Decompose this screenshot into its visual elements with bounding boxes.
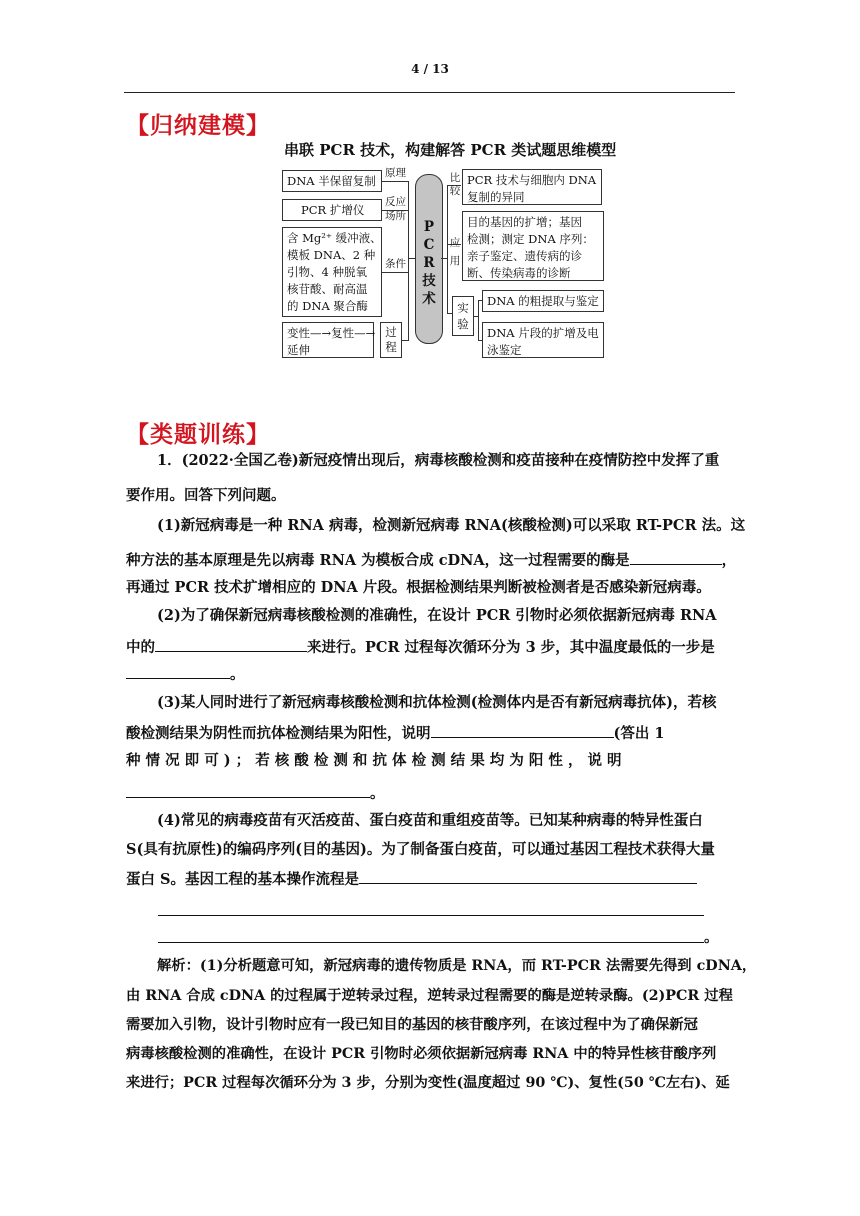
experiment-label: 实 验 bbox=[452, 296, 474, 336]
principle-label: 原理 bbox=[385, 167, 406, 179]
diagram-title: 串联 PCR 技术，构建解答 PCR 类试题思维模型 bbox=[284, 141, 617, 159]
process-line: 延伸 bbox=[287, 343, 310, 357]
question-line: 。 bbox=[126, 782, 736, 804]
question-line: (3)某人同时进行了新冠病毒核酸检测和抗体检测(检测体内是否有新冠病毒抗体)，若核 bbox=[157, 694, 717, 711]
header-rule bbox=[124, 92, 735, 93]
question-line: S(具有抗原性)的编码序列(目的基因)。为了制备蛋白疫苗，可以通过基因工程技术获得大量 bbox=[126, 841, 715, 858]
answer-blank[interactable] bbox=[155, 636, 307, 652]
question-line: 中的 来进行。PCR 过程每次循环分为 3 步，其中温度最低的一步是 bbox=[126, 636, 736, 658]
apply-label: 应 用 bbox=[449, 237, 461, 267]
answer-blank[interactable] bbox=[431, 722, 614, 738]
page-number: 4 / 13 bbox=[411, 62, 449, 76]
apply-box: 目的基因的扩增；基因 检测；测定 DNA 序列： 亲子鉴定、遗传病的诊 断、传染病毒的诊断 bbox=[462, 211, 604, 281]
question-line: 种 情 况 即 可 ) ； 若 核 酸 检 测 和 抗 体 检 测 结 果 均 为 阳 性 ， 说 明 bbox=[126, 752, 622, 769]
conditions-line: 模板 DNA、2 种 bbox=[287, 248, 376, 262]
analysis-line: 需要加入引物，设计引物时应有一段已知目的基因的核苷酸序列，在该过程中为了确保新冠 bbox=[126, 1017, 698, 1033]
answer-blank-line[interactable] bbox=[158, 915, 704, 916]
conditions-label: 条件 bbox=[385, 258, 406, 270]
question-line: 要作用。回答下列问题。 bbox=[126, 487, 286, 504]
principle-box: DNA 半保留复制 bbox=[282, 170, 382, 192]
experiment-box-2: DNA 片段的扩增及电 泳鉴定 bbox=[482, 322, 604, 358]
answer-blank[interactable] bbox=[126, 782, 370, 798]
site-label-1: 反应 bbox=[385, 196, 406, 208]
compare-label: 比 较 bbox=[449, 172, 461, 197]
question-line: 。 bbox=[126, 663, 736, 685]
answer-blank[interactable] bbox=[630, 549, 722, 565]
analysis-line: 来进行；PCR 过程每次循环分为 3 步，分别为变性(温度超过 90 ℃)、复性(50 ℃左右)、延 bbox=[126, 1075, 730, 1091]
answer-blank[interactable] bbox=[359, 868, 697, 884]
section-title-practice: 【类题训练】 bbox=[126, 422, 270, 448]
analysis-line: 病毒核酸检测的准确性，在设计 PCR 引物时必须依据新冠病毒 RNA 中的特异性核苷酸序列 bbox=[126, 1046, 717, 1062]
conditions-line: 含 Mg²⁺ 缓冲液、 bbox=[287, 231, 382, 245]
question-line: (1)新冠病毒是一种 RNA 病毒，检测新冠病毒 RNA(核酸检测)可以采取 RT-PCR 法。这 bbox=[157, 517, 746, 534]
conditions-line: 核苷酸、耐高温 bbox=[287, 282, 368, 296]
site-box: PCR 扩增仪 bbox=[282, 199, 382, 221]
answer-blank-line[interactable] bbox=[158, 942, 704, 943]
analysis-line: 由 RNA 合成 cDNA 的过程属于逆转录过程，逆转录过程需要的酶是逆转录酶。(2)PCR 过程 bbox=[126, 988, 733, 1004]
experiment-box-1: DNA 的粗提取与鉴定 bbox=[482, 290, 604, 312]
process-label: 过 程 bbox=[380, 322, 402, 358]
question-line: (4)常见的病毒疫苗有灭活疫苗、蛋白疫苗和重组疫苗等。已知某种病毒的特异性蛋白 bbox=[157, 812, 703, 829]
site-label-2: 场所 bbox=[385, 210, 406, 222]
question-line: 再通过 PCR 技术扩增相应的 DNA 片段。根据检测结果判断被检测者是否感染新冠病毒。 bbox=[126, 579, 711, 596]
conditions-line: 的 DNA 聚合酶 bbox=[287, 299, 368, 313]
conditions-box bbox=[282, 227, 382, 317]
process-box bbox=[282, 322, 374, 358]
question-line: 蛋白 S。基因工程的基本操作流程是 bbox=[126, 868, 736, 890]
question-line: 酸检测结果为阴性而抗体检测结果为阳性，说明 (答出 1 bbox=[126, 722, 736, 744]
answer-blank[interactable] bbox=[126, 663, 230, 679]
question-end-mark: 。 bbox=[704, 929, 719, 946]
question-line: (2)为了确保新冠病毒核酸检测的准确性，在设计 PCR 引物时必须依据新冠病毒 RNA bbox=[157, 607, 717, 624]
compare-box: PCR 技术与细胞内 DNA 复制的异同 bbox=[462, 169, 602, 205]
process-line: 变性—→复性—→ bbox=[287, 326, 376, 340]
conditions-line: 引物、4 种脱氧 bbox=[287, 265, 367, 279]
section-title-modeling: 【归纳建模】 bbox=[126, 113, 270, 139]
question-line: 种方法的基本原理是先以病毒 RNA 为模板合成 cDNA，这一过程需要的酶是 ， bbox=[126, 549, 736, 571]
pcr-center-node: P C R 技 术 bbox=[415, 174, 443, 344]
question-line: 1．(2022·全国乙卷)新冠疫情出现后，病毒核酸检测和疫苗接种在疫情防控中发挥了重 bbox=[157, 452, 720, 469]
analysis-line: 解析：(1)分析题意可知，新冠病毒的遗传物质是 RNA，而 RT-PCR 法需要先得到 cDNA， bbox=[157, 958, 757, 974]
